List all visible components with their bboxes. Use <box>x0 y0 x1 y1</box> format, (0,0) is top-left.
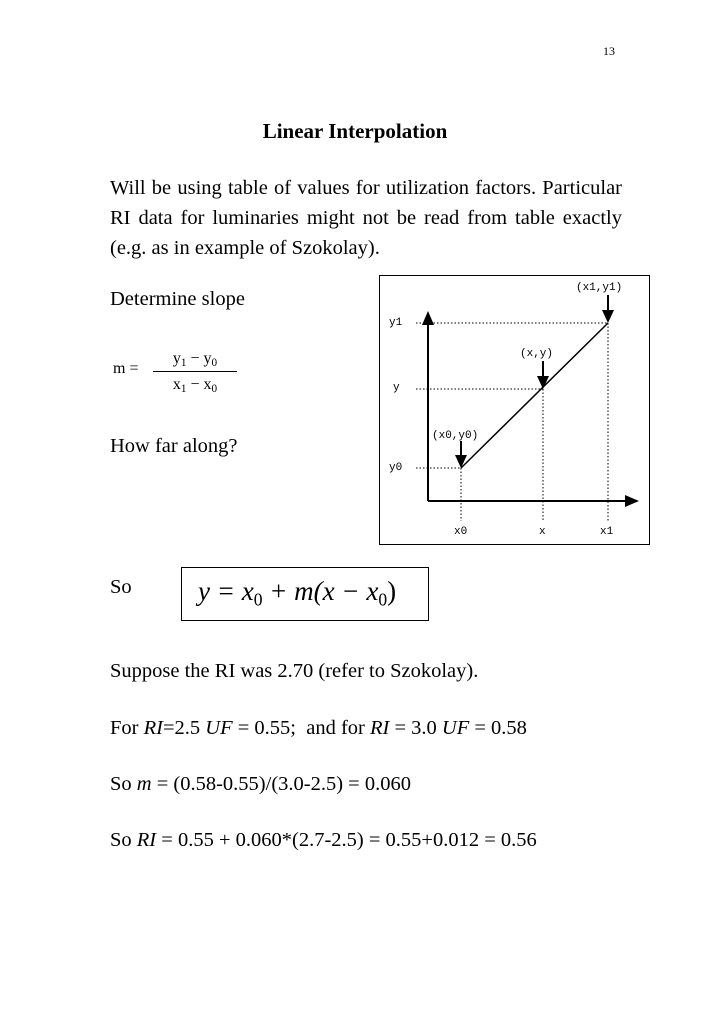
fraction-bar <box>153 371 237 372</box>
so-m-line: So m = (0.58-0.55)/(3.0-2.5) = 0.060 <box>110 773 411 795</box>
label-y0: y0 <box>389 462 403 474</box>
slope-denominator: $x_1 - x_0$ <box>172 376 218 395</box>
label-point-top: (x1,y1) <box>576 282 623 294</box>
page-title: Linear Interpolation <box>262 119 448 143</box>
slope-numerator: $y_1 - y_0$ <box>172 350 218 369</box>
label-x0: x0 <box>454 526 468 538</box>
label-y: y <box>393 382 400 394</box>
label-y1: y1 <box>389 317 403 329</box>
how-far-label: How far along? <box>110 435 238 457</box>
label-point-low: (x0,y0) <box>432 430 479 442</box>
boxed-equation <box>181 567 429 621</box>
label-x1: x1 <box>600 526 614 538</box>
slope-fraction <box>153 348 237 396</box>
suppose-line: Suppose the RI was 2.70 (refer to Szokolay). <box>110 660 479 682</box>
page-number: 13 <box>603 44 615 58</box>
so-ri-line: So RI = 0.55 + 0.060*(2.7-2.5) = 0.55+0.012 = 0.56 <box>110 829 537 851</box>
intro-paragraph: Will be using table of values for utilization factors. Particular RI data for luminaries might not be read from table exactly (e.g. as in example of Szokolay). <box>110 177 622 259</box>
label-x: x <box>539 526 546 538</box>
for-line: For RI=2.5 UF = 0.55; and for RI = 3.0 UF = 0.58 <box>110 717 527 739</box>
slope-label: Determine slope <box>110 288 245 310</box>
label-point-mid: (x,y) <box>520 348 554 360</box>
interpolation-equation: $y = x_0 + m(x - x_0)$ <box>198 576 397 610</box>
so-label: So <box>110 576 132 598</box>
slope-formula-lhs: m = <box>113 360 139 377</box>
interpolation-graph <box>379 275 650 545</box>
